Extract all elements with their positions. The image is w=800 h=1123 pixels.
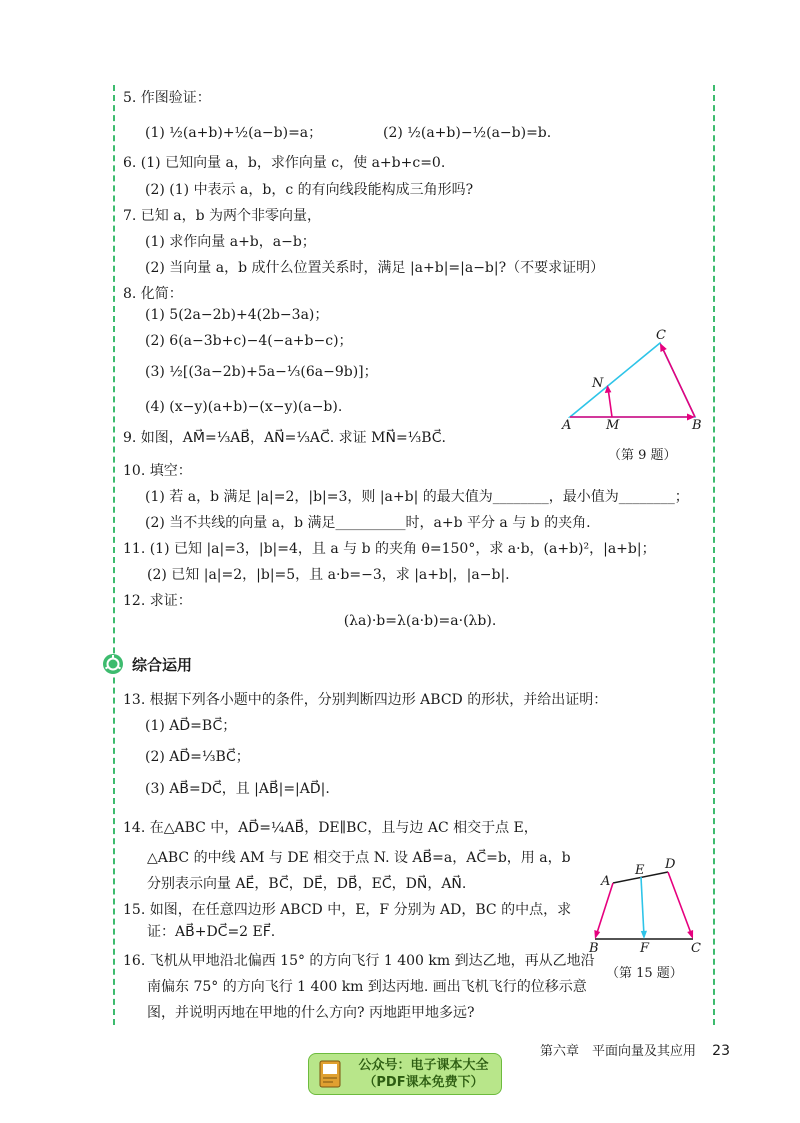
page-number: 23 — [712, 1043, 730, 1059]
point-f-label: F — [640, 941, 650, 955]
exercise-line-l33: 图，并说明丙地在甲地的什么方向? 丙地距甲地多远? — [147, 1005, 475, 1021]
exercise-line-l7: (1) 求作向量 a+b，a−b； — [145, 234, 316, 250]
exercise-line-l25: (3) AB⃗=DC⃗，且 |AB⃗|=|AD⃗|. — [145, 781, 330, 797]
figure-15-caption: （第 15 题） — [606, 966, 683, 981]
exercise-line-l15: 10. 填空： — [123, 463, 192, 479]
triangle-abc — [570, 343, 695, 417]
exercise-line-l6: 7. 已知 a，b 为两个非零向量， — [123, 208, 322, 224]
exercise-line-l14: 9. 如图，AM⃗=⅓AB⃗，AN⃗=⅓AC⃗. 求证 MN⃗=⅓BC⃗. — [123, 430, 447, 446]
point-b-label: B — [589, 941, 599, 955]
exercise-line-l28: 分别表示向量 AE⃗，BC⃗，DE⃗，DB⃗，EC⃗，DN⃗，AN⃗. — [147, 876, 467, 892]
exercise-line-l23: (1) AD⃗=BC⃗； — [145, 718, 237, 734]
point-b-label: B — [692, 418, 702, 433]
exercise-line-l19: (2) 已知 |a|=2，|b|=5，且 a·b=−3，求 |a+b|，|a−b|. — [147, 567, 510, 583]
formula-12: (λa)·b=λ(a·b)=a·(λb). — [343, 613, 497, 629]
point-c-label: C — [691, 941, 701, 955]
exercise-line-l1: 5. 作图验证： — [123, 90, 211, 106]
figure-9-caption: （第 9 题） — [608, 448, 677, 463]
watermark-badge — [308, 1053, 502, 1095]
point-d-label: D — [665, 857, 676, 872]
page-footer — [540, 1040, 730, 1059]
point-e-label: E — [635, 863, 645, 878]
vector-dc — [668, 872, 692, 936]
arrowhead-f — [641, 931, 647, 939]
point-a-label: A — [562, 418, 572, 433]
exercise-line-l4: 6. (1) 已知向量 a，b，求作向量 c，使 a+b+c=0. — [123, 155, 446, 171]
exercise-line-l9: 8. 化简： — [123, 286, 183, 302]
badge-line-2: （PDF课本免费下） — [363, 1075, 484, 1090]
exercise-line-l18: 11. (1) 已知 |a|=3，|b|=4，且 a 与 b 的夹角 θ=150°，求 a·b，(a+b)²，|a+b|； — [123, 541, 656, 557]
exercise-line-l13: (4) (x−y)(a+b)−(x−y)(a−b). — [145, 399, 343, 415]
exercise-line-l2: (1) ½(a+b)+½(a−b)=a； — [145, 125, 323, 141]
exercise-line-l3: (2) ½(a+b)−½(a−b)=b. — [383, 125, 552, 141]
point-n-label: N — [592, 376, 604, 391]
exercise-line-l26: 14. 在△ABC 中，AD⃗=¼AB⃗，DE∥BC，且与边 AC 相交于点 E， — [123, 820, 538, 836]
section-header — [102, 650, 192, 678]
vector-ab — [596, 883, 613, 936]
exercise-line-l24: (2) AD⃗=⅓BC⃗； — [145, 749, 250, 765]
exercise-line-l30: 证：AB⃗+DC⃗=2 EF⃗. — [147, 924, 276, 940]
chapter-title: 第六章 平面向量及其应用 — [540, 1044, 697, 1059]
exercise-line-l12: (3) ½[(3a−2b)+5a−⅓(6a−9b)]； — [145, 364, 378, 380]
exercise-line-l32: 南偏东 75° 的方向飞行 1 400 km 到达丙地. 画出飞机飞行的位移示意 — [147, 979, 587, 995]
exercise-line-l29: 15. 如图，在任意四边形 ABCD 中，E，F 分别为 AD，BC 的中点，求 — [123, 902, 572, 918]
exercise-line-l10: (1) 5(2a−2b)+4(2b−3a)； — [145, 307, 329, 323]
vector-ef — [641, 877, 644, 936]
exercise-line-l16: (1) 若 a，b 满足 |a|=2，|b|=3，则 |a+b| 的最大值为________，最小值为________； — [145, 489, 689, 505]
point-c-label: C — [656, 328, 666, 343]
arrowhead-c — [687, 930, 693, 939]
arrowhead-b — [594, 930, 600, 939]
section-title: 综合运用 — [132, 655, 193, 674]
point-a-label: A — [601, 874, 611, 889]
exercise-line-l20: 12. 求证： — [123, 593, 192, 609]
exercise-line-l27: △ABC 的中线 AM 与 DE 相交于点 N. 设 AB⃗=a，AC⃗=b，用 a，b — [147, 850, 571, 866]
left-dashed-margin — [113, 85, 115, 1025]
book-icon — [317, 1059, 343, 1089]
arrowhead-n — [605, 385, 612, 393]
exercise-line-l22: 13. 根据下列各小题中的条件，分别判断四边形 ABCD 的形状，并给出证明： — [123, 692, 608, 708]
exercise-line-l31: 16. 飞机从甲地沿北偏西 15° 的方向飞行 1 400 km 到达乙地，再从乙地沿 — [123, 953, 595, 969]
right-dashed-margin — [713, 85, 715, 1025]
exercise-line-l17: (2) 当不共线的向量 a，b 满足__________时，a+b 平分 a 与 b 的夹角. — [145, 515, 591, 531]
section-badge-icon — [102, 653, 124, 675]
vector-bc — [661, 345, 695, 417]
exercise-line-l8: (2) 当向量 a，b 成什么位置关系时，满足 |a+b|=|a−b|?（不要求证明） — [145, 260, 605, 276]
figure-9 — [560, 325, 720, 435]
exercise-line-l11: (2) 6(a−3b+c)−4(−a+b−c)； — [145, 333, 353, 349]
point-m-label: M — [606, 418, 620, 433]
badge-line-1: 公众号：电子课本大全 — [358, 1058, 489, 1073]
figure-15 — [585, 855, 705, 955]
exercise-line-l5: (2) (1) 中表示 a，b，c 的有向线段能构成三角形吗? — [145, 182, 474, 198]
